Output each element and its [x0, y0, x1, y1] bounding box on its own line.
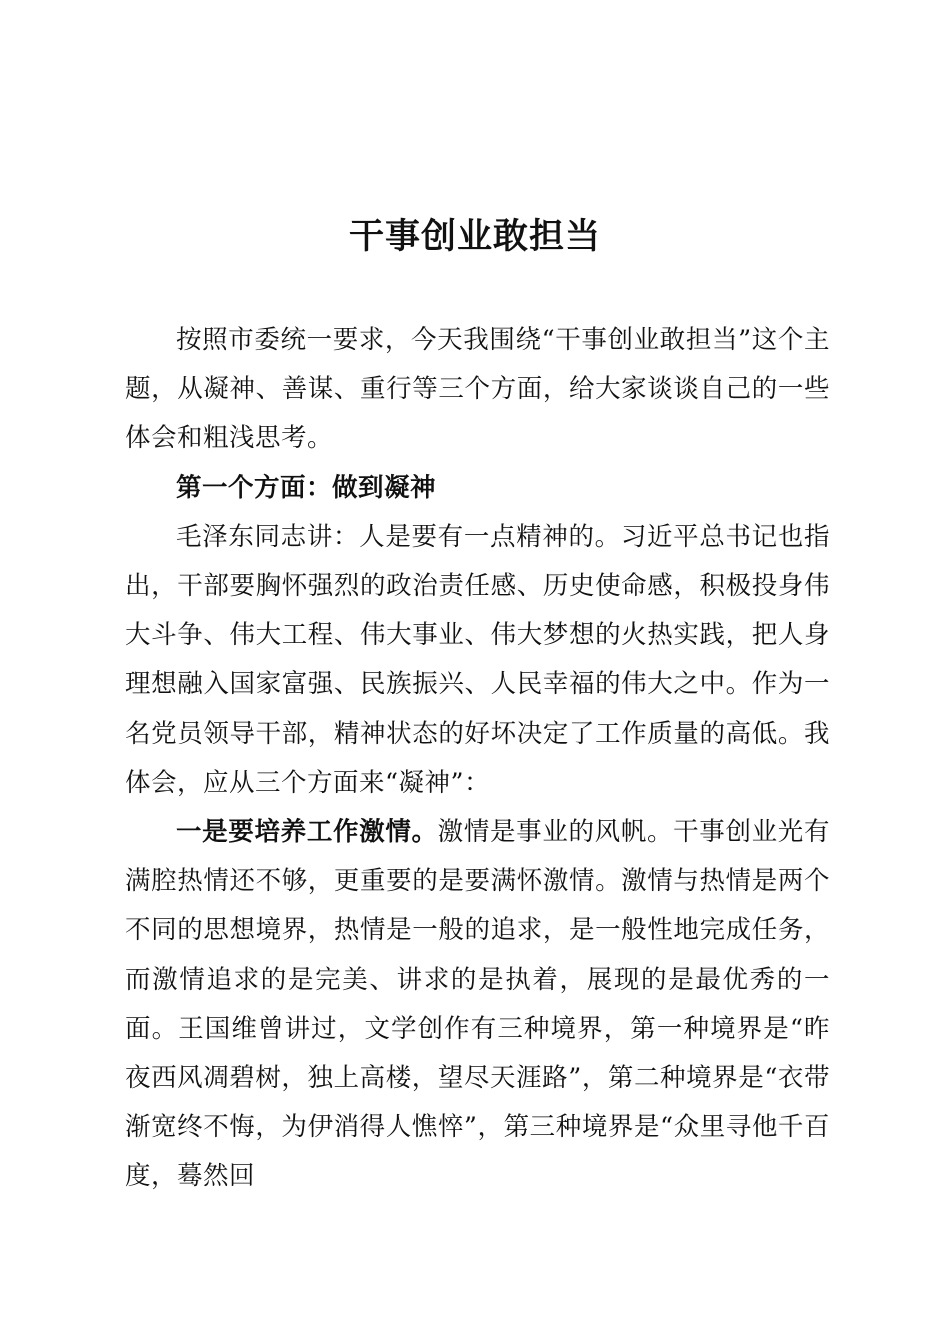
section-heading: 第一个方面：做到凝神 [176, 472, 437, 503]
section-paragraph: 毛泽东同志讲：人是要有一点精神的。习近平总书记也指出，干部要胸怀强烈的政治责任感、历史使命感，积极投身伟大斗争、伟大工程、伟大事业、伟大梦想的火热实践，把人身理想融入国家富强、民族振兴、人民幸福的伟大之中。作为一名党员领导干部，精神状态的好坏决定了工作质量的高低。我体会，应从三个方面来“凝神”： [125, 521, 830, 798]
point-text: 激情是事业的风帆。干事创业光有满腔热情还不够，更重要的是要满怀激情。激情与热情是两个不同的思想境界，热情是一般的追求，是一般性地完成任务，而激情追求的是完美、讲求的是执着，展现的是最优秀的一面。王国维曾讲过，文学创作有三种境界，第一种境界是“昨夜西风凋碧树，独上高楼，望尽天涯路”，第二种境界是“衣带渐宽终不悔，为伊消得人憔悴”，第三种境界是“众里寻他千百度，蓦然回 [125, 817, 830, 1192]
document-title: 干事创业敢担当 [348, 217, 601, 257]
document-body [125, 316, 830, 1202]
point-lead: 一是要培养工作激情。 [176, 817, 438, 848]
intro-paragraph: 按照市委统一要求，今天我围绕“干事创业敢担当”这个主题，从凝神、善谋、重行等三个方面，给大家谈谈自己的一些体会和粗浅思考。 [125, 325, 830, 454]
point-paragraph [125, 808, 830, 1202]
